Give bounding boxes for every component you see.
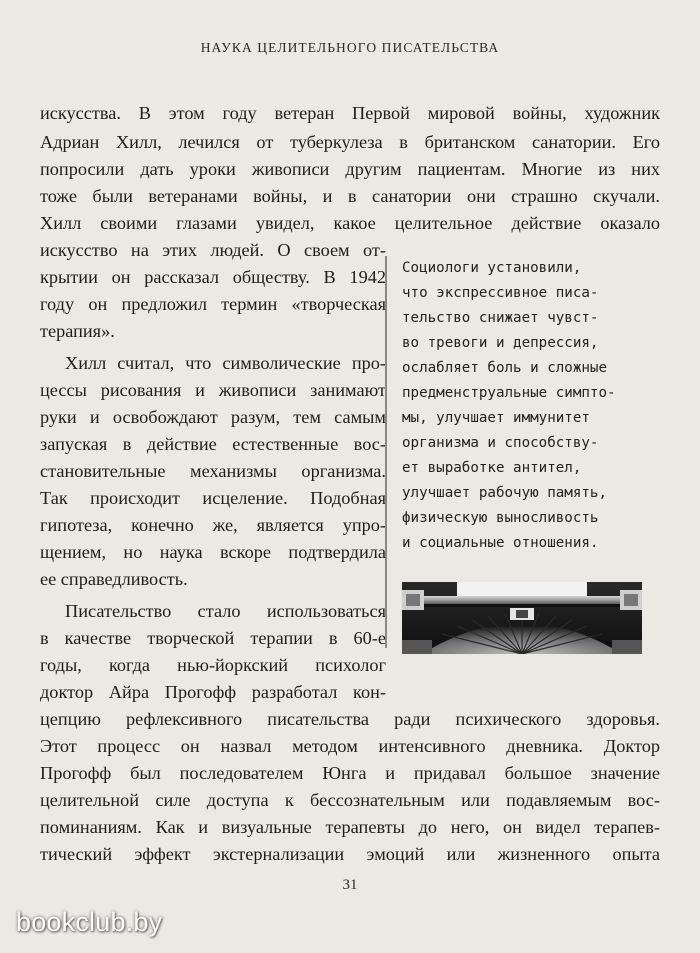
body-line: запуская в действие естественные вос- [40, 434, 386, 454]
body-line: Хилл считал, что символические про- [65, 353, 386, 373]
body-line: терапия». [40, 321, 115, 341]
typewriter-photo [402, 582, 642, 654]
callout-line: организма и способству- [402, 435, 599, 451]
body-line: ее справедливость. [40, 569, 188, 589]
body-line: целительной силе доступа к бессознательным или подавляемым вос- [40, 790, 660, 810]
callout-box [385, 256, 645, 648]
callout-line: мы, улучшает иммунитет [402, 410, 590, 426]
callout-line: улучшает рабочую память, [402, 485, 607, 501]
body-line: Адриан Хилл, лечился от туберкулеза в британском санатории. Его [40, 132, 660, 152]
body-line: становительные механизмы организма. [40, 461, 386, 481]
page-number: 31 [342, 877, 358, 893]
callout-line: физическую выносливость [402, 510, 599, 526]
callout-line: во тревоги и депрессия, [402, 335, 599, 351]
body-line: Этот процесс он назвал методом интенсивного дневника. Доктор [40, 736, 660, 756]
typewriter-icon [402, 582, 642, 654]
body-line: Прогофф был последователем Юнга и придавал большое значение [40, 763, 660, 783]
body-line: Писательство стало использоваться [65, 601, 386, 621]
callout-line: Социологи установили, [402, 260, 582, 276]
body-line: в качестве творческой терапии в 60-е [40, 628, 386, 648]
callout-line: предменструальные симпто- [402, 385, 616, 401]
body-line: цепцию рефлексивного писательства ради психического здоровья. [40, 709, 660, 729]
body-line: гипотеза, конечно же, является упро- [40, 515, 386, 535]
callout-line: что экспрессивное писа- [402, 285, 599, 301]
body-line: искусства. В этом году ветеран Первой мировой войны, художник [40, 103, 660, 123]
callout-line: ослабляет боль и сложные [402, 360, 607, 376]
callout-line: и социальные отношения. [402, 535, 599, 551]
body-line: поминаниям. Как и визуальные терапевты до него, он видел терапев- [40, 817, 660, 837]
body-line: тоже были ветеранами войны, и в санатории они страшно скучали. [40, 186, 660, 206]
body-line: Так происходит исцеление. Подобная [40, 488, 386, 508]
body-line: году он предложил термин «творческая [40, 294, 386, 314]
body-line: цессы рисования и живописи занимают [40, 380, 386, 400]
body-line: доктор Айра Прогофф разработал кон- [40, 682, 386, 702]
watermark-text: bookclub.by [16, 907, 163, 937]
body-line: искусство на этих людей. О своем от- [40, 240, 386, 260]
callout-line: тельство снижает чувст- [402, 310, 599, 326]
body-line: руки и освобождают разум, тем самым [40, 407, 386, 427]
body-line: Хилл своими глазами увидел, какое целительное действие оказало [40, 213, 660, 233]
body-line: щением, но наука вскоре подтвердила [40, 542, 386, 562]
callout-line: ет выработке антител, [402, 460, 582, 476]
body-line: годы, когда нью-йоркский психолог [40, 655, 386, 675]
body-line: крытии он рассказал обществу. В 1942 [40, 267, 386, 287]
running-head: НАУКА ЦЕЛИТЕЛЬНОГО ПИСАТЕЛЬСТВА [200, 40, 500, 55]
body-line: попросили дать уроки живописи другим пациентам. Многие из них [40, 159, 660, 179]
body-line: тический эффект экстернализации эмоций или жизненного опыта [40, 844, 660, 864]
